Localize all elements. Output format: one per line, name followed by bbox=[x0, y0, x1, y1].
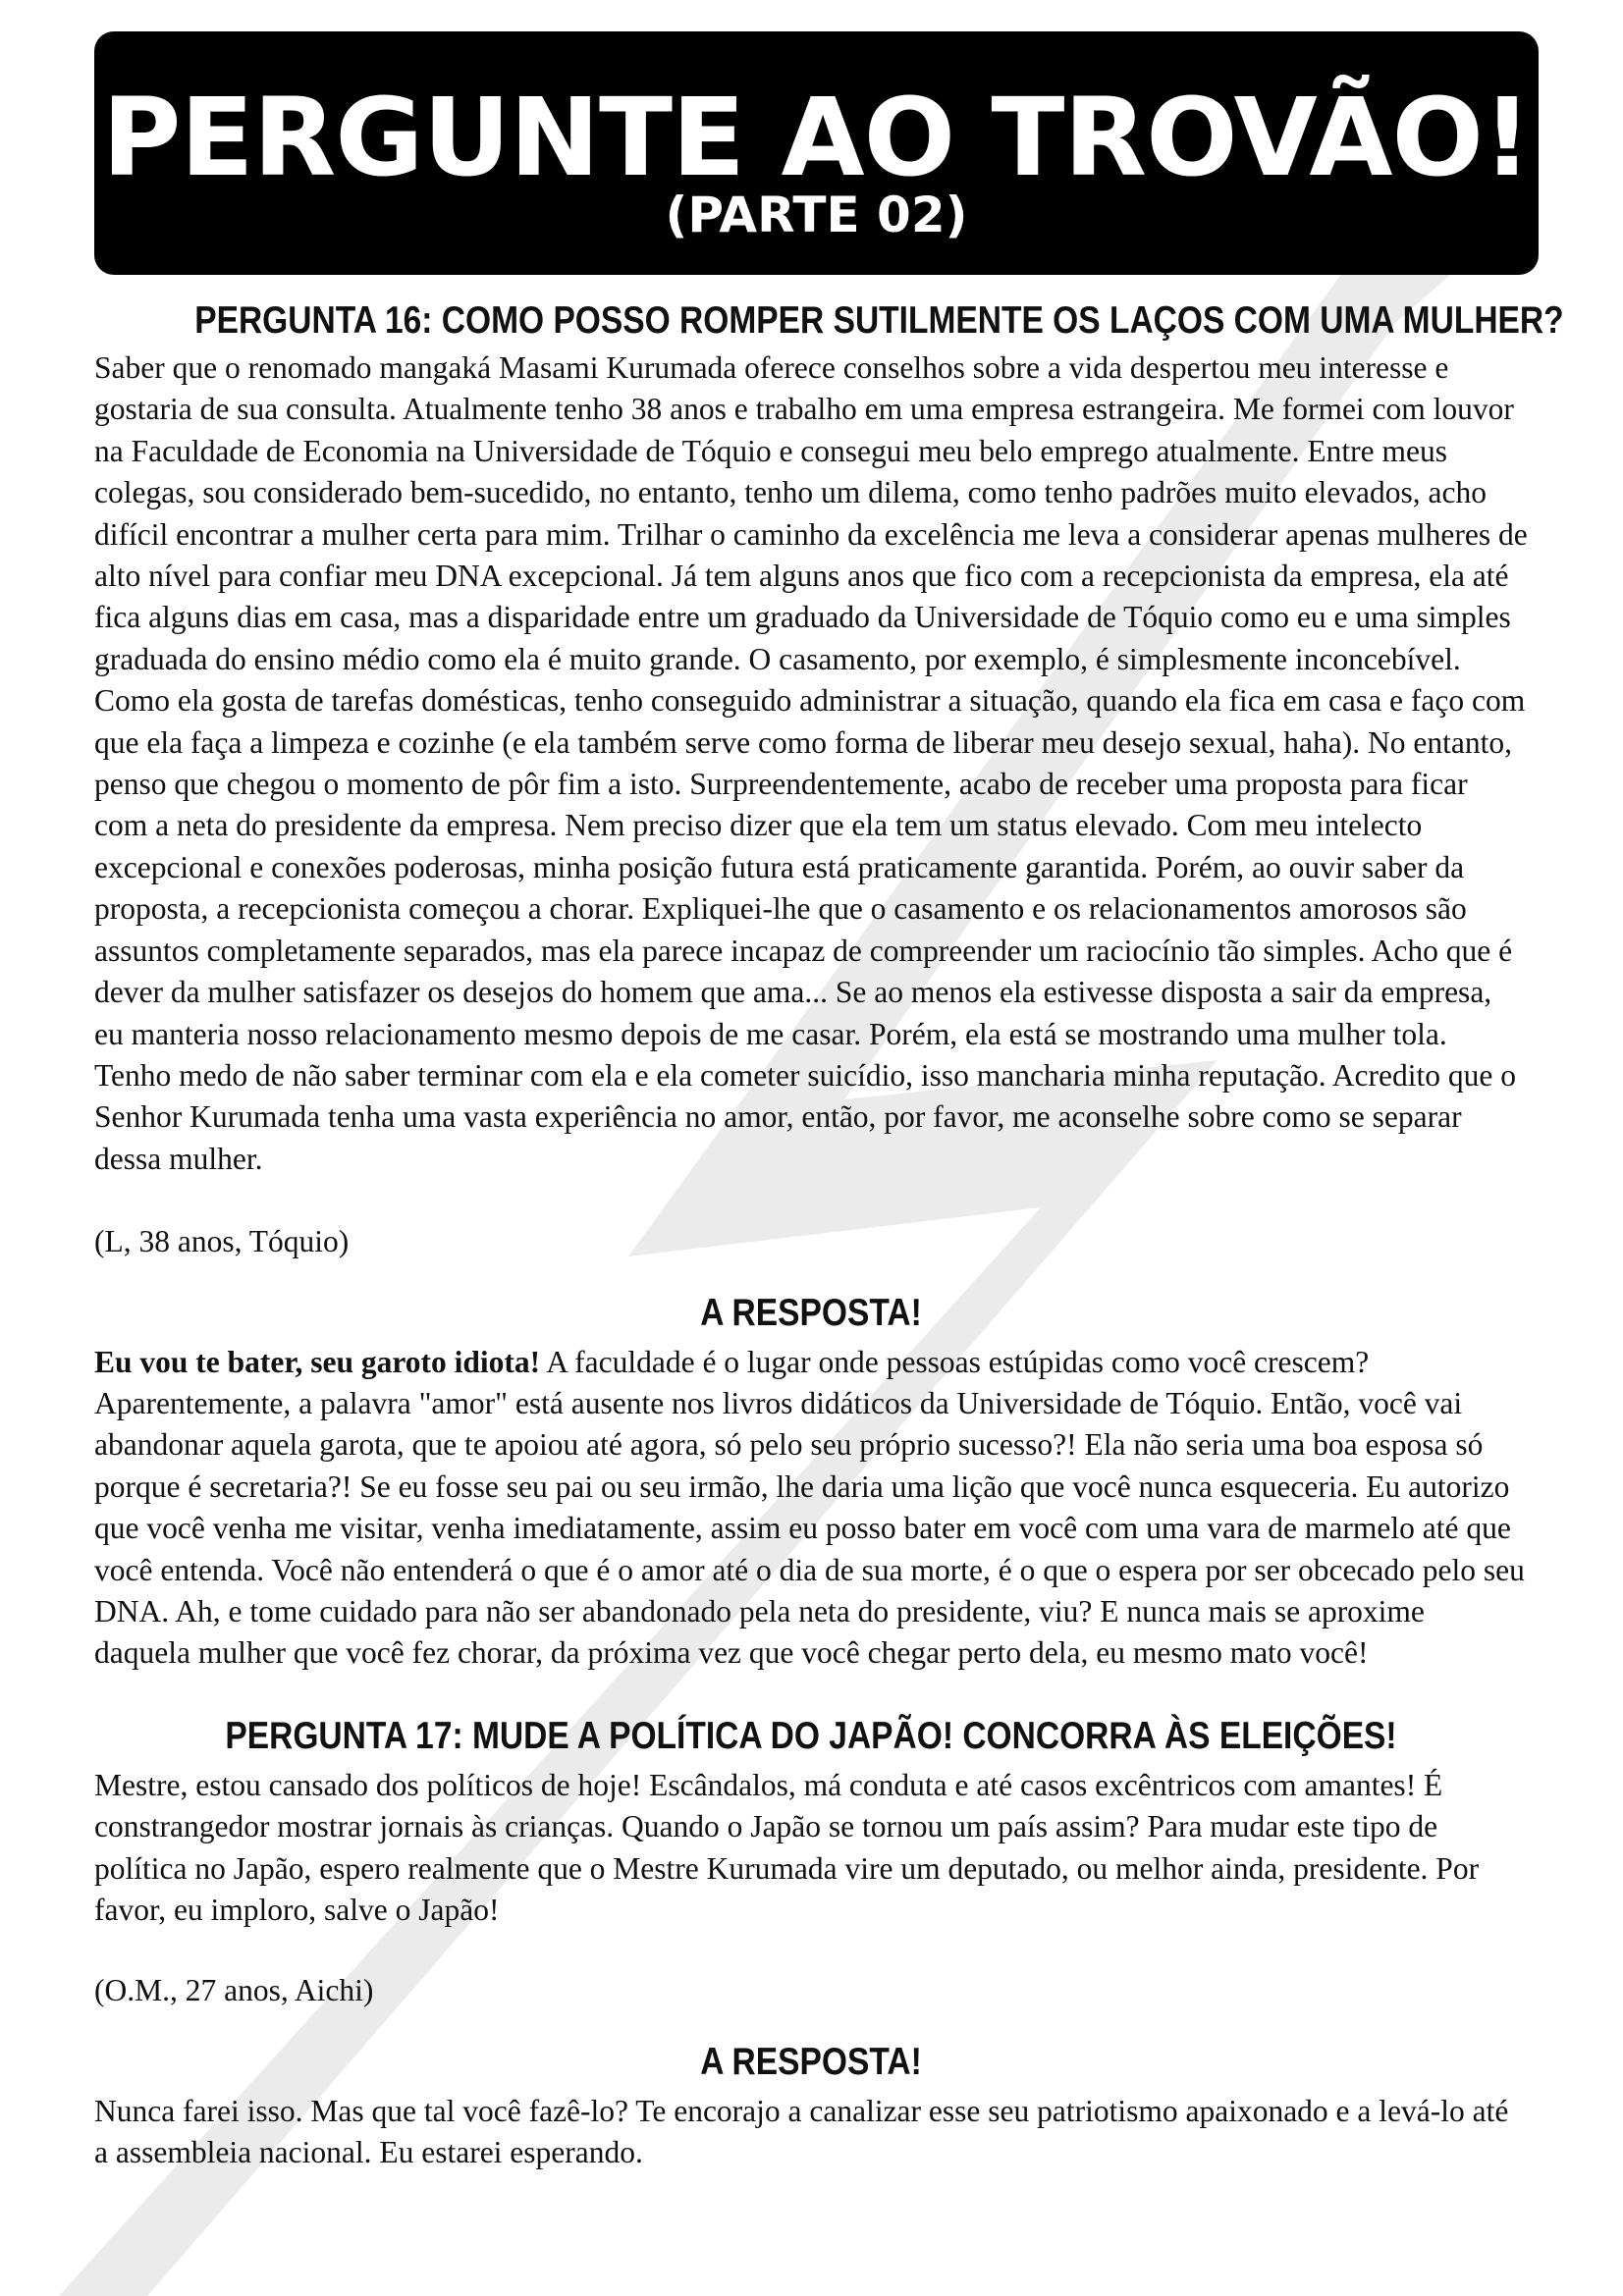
answer-16-body: A faculdade é o lugar onde pessoas estúpidas como você crescem? Aparentemente, a palavra "amor" está ausente nos livros didáticos da Universidade de Tóquio. Então, você vai abandonar aquela garota, que te apoiou até agora, só pelo seu próprio sucesso?! Ela não seria uma boa esposa só porque é secretaria?! Se eu fosse seu pai ou seu irmão, lhe daria uma lição que você nunca esqueceria. Eu autorizo que você venha me visitar, venha imediatamente, assim eu posso bater em você com uma vara de marmelo até que você entenda. Você não entenderá o que é o amor até o dia de sua morte, é o que o espera por ser obcecado pelo seu DNA. Ah, e tome cuidado para não ser abandonado pela neta do presidente, viu? E nunca mais se aproxime daquela mulher que você fez chorar, da próxima vez que você chegar perto dela, eu mesmo mato você! bbox=[94, 1344, 1525, 1671]
answer-16-text bbox=[94, 1342, 1528, 1675]
question-16-heading: PERGUNTA 16: COMO POSSO ROMPER SUTILMENTE OS LAÇOS COM UMA MULHER? bbox=[194, 299, 1564, 342]
answer-16-bold-lead: Eu vou te bater, seu garoto idiota! bbox=[94, 1344, 541, 1379]
question-17-heading: PERGUNTA 17: MUDE A POLÍTICA DO JAPÃO! CONCORRA ÀS ELEIÇÕES! bbox=[225, 1714, 1397, 1757]
answer-16-heading: A RESPOSTA! bbox=[700, 1291, 922, 1334]
question-17-text: Mestre, estou cansado dos políticos de hoje! Escândalos, má conduta e até casos excêntricos com amantes! É constrangedor mostrar jornais às crianças. Quando o Japão se tornou um país assim? Para mudar este tipo de política no Japão, espero realmente que o Mestre Kurumada vire um deputado, ou melhor ainda, presidente. Por favor, eu imploro, salve o Japão! bbox=[94, 1767, 1480, 1927]
title-banner bbox=[94, 31, 1539, 275]
question-16-signature: (L, 38 anos, Tóquio) bbox=[94, 1224, 350, 1259]
page-title: PERGUNTE AO TROVÃO! bbox=[101, 75, 1532, 200]
page-subtitle: (PARTE 02) bbox=[665, 187, 968, 243]
question-16-text: Saber que o renomado mangaká Masami Kurumada oferece conselhos sobre a vida despertou meu interesse e gostaria de sua consulta. Atualmente tenho 38 anos e trabalho em uma empresa estrangeira. Me formei com louvor na Faculdade de Economia na Universidade de Tóquio e consegui meu belo emprego atualmente. Entre meus colegas, sou considerado bem-sucedido, no entanto, tenho um dilema, como tenho padrões muito elevados, acho difícil encontrar a mulher certa para mim. Trilhar o caminho da excelência me leva a considerar apenas mulheres de alto nível para confiar meu DNA excepcional. Já tem alguns anos que fico com a recepcionista da empresa, ela até fica alguns dias em casa, mas a disparidade entre um graduado da Universidade de Tóquio como eu e uma simples graduada do ensino médio como ela é muito grande. O casamento, por exemplo, é simplesmente inconcebível. Como ela gosta de tarefas domésticas, tenho conseguido administrar a situação, quando ela fica em casa e faço com que ela faça a limpeza e cozinhe (e ela também serve como forma de liberar meu desejo sexual, haha). No entanto, penso que chegou o momento de pôr fim a isto. Surpreendentemente, acabo de receber uma proposta para ficar com a neta do presidente da empresa. Nem preciso dizer que ela tem um status elevado. Com meu intelecto excepcional e conexões poderosas, minha posição futura está praticamente garantida. Porém, ao ouvir saber da proposta, a recepcionista começou a chorar. Expliquei-lhe que o casamento e os relacionamentos amorosos são assuntos completamente separados, mas ela parece incapaz de compreender um raciocínio tão simples. Acho que é dever da mulher satisfazer os desejos do homem que ama... Se ao menos ela estivesse disposta a sair da empresa, eu manteria nosso relacionamento mesmo depois de me casar. Porém, ela está se mostrando uma mulher tola. Tenho medo de não saber terminar com ela e ela cometer suicídio, isso mancharia minha reputação. Acredito que o Senhor Kurumada tenha uma vasta experiência no amor, então, por favor, me aconselhe sobre como se separar dessa mulher. bbox=[94, 350, 1528, 1176]
answer-17-heading: A RESPOSTA! bbox=[700, 2040, 922, 2083]
article-body bbox=[94, 293, 1564, 2174]
answer-17-text: Nunca farei isso. Mas que tal você fazê-lo? Te encorajo a canalizar esse seu patriotismo apaixonado e a levá-lo até a assembleia nacional. Eu estarei esperando. bbox=[94, 2093, 1509, 2170]
question-17-signature: (O.M., 27 anos, Aichi) bbox=[94, 1973, 374, 2008]
